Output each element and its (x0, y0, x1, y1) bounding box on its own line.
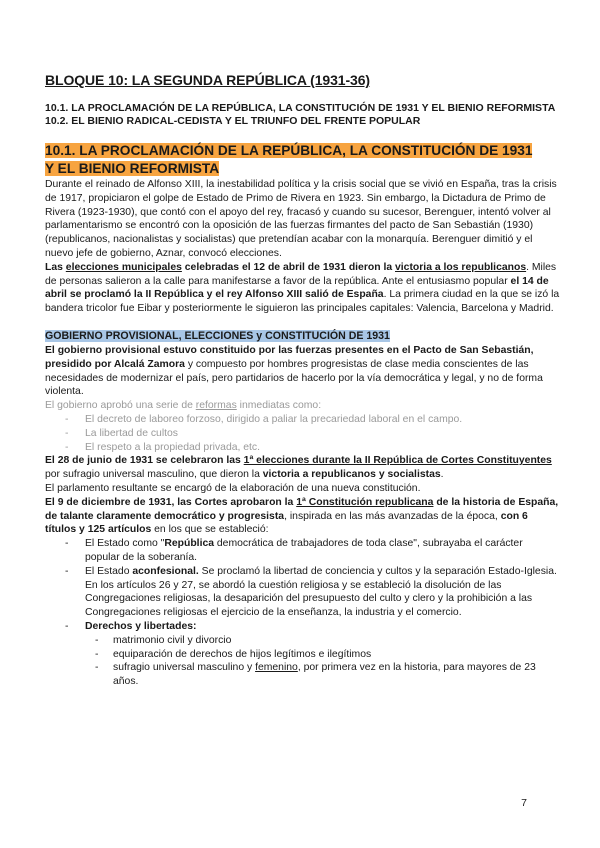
intro-section (45, 178, 560, 316)
list-item: - El Estado aconfesional. Se proclamó la libertad de conciencia y cultos y la separación Estado-Iglesia. En los artículos 26 y 27, se abordó la cuestión religiosa y se estableció la disolución de las Congregaciones religiosas, la desaparición del presupuesto del culto y clero y la prohibición a las Congregaciones religiosas el ejercicio de la enseñanza, la industria y el comercio. (65, 565, 557, 619)
list-item: - equiparación de derechos de hijos legítimos e ilegítimos (95, 648, 372, 660)
toc-item-10-2: 10.2. EL BIENIO RADICAL-CEDISTA Y EL TRIUNFO DEL FRENTE POPULAR (45, 115, 421, 127)
section-heading-line-1: 10.1. LA PROCLAMACIÓN DE LA REPÚBLICA, LA CONSTITUCIÓN DE 1931 (45, 143, 533, 158)
elecciones-junio-paragraph: El 28 de junio de 1931 se celebraron las 1ª elecciones durante la II República de Cortes Constituyentes por sufragio universal masculino, que dieron la victoria a republicanos y socialistas. (45, 455, 552, 481)
list-item: - Derechos y libertades: - matrimonio civil y divorcio - equiparación de derechos de hijos legítimos e ilegítimos - sufragio universal masculino y femenino, por primera vez en la historia, para mayores de 23 años. (45, 620, 560, 689)
reformas-list (45, 413, 560, 454)
list-item: - La libertad de cultos (65, 427, 178, 439)
list-item: - sufragio universal masculino y femenino, por primera vez en la historia, para mayores de 23 años. (95, 662, 536, 688)
intro-paragraph: Durante el reinado de Alfonso XIII, la inestabilidad política y la crisis social que se vivió en España, tras la crisis de 1917, propiciaron el golpe de Estado de Primo de Rivera en 1923. Sin embargo, la Dictadura de Primo de Rivera (1923-1930), que contó con el apoyo del rey, fracasó y cuando su sucesor, Berenguer, intentó volver al parlamentarismo se encontró con la oposición de las fuerzas firmantes del pacto de San Sebastián (1930) (republicanos, nacionalistas y socialistas) que pretendían acabar con la monarquía. Berenguer dimitió y el nuevo jefe de gobierno, Aznar, convocó elecciones. (45, 179, 557, 259)
list-item: - El respeto a la propiedad privada, etc. (65, 441, 261, 453)
page-number: 7 (521, 797, 527, 809)
elections-paragraph: Las elecciones municipales celebradas el 12 de abril de 1931 dieron la victoria a los republicanos. Miles de personas salieron a la calle para manifestarse a favor de la república. Ante el entusiasmo popular el 14 de abril se proclamó la II República y el rey Alfonso XIII salió de España. La primera ciudad en la que se izó la bandera tricolor fue Eibar y posteriormente le siguieron las principales capitales: Valencia, Barcelona y Madrid. (45, 261, 560, 315)
gobierno-heading: GOBIERNO PROVISIONAL, ELECCIONES y CONSTITUCIÓN DE 1931 (45, 329, 390, 342)
section-heading-line-2: Y EL BIENIO REFORMISTA (45, 161, 220, 176)
reformas-intro: El gobierno aprobó una serie de reformas inmediatas como: (45, 400, 322, 412)
list-item: - El Estado como "República democrática de trabajadores de toda clase", subrayaba el carácter popular de la soberanía. (65, 538, 523, 563)
constitucion-list (45, 537, 560, 689)
document-page (45, 72, 560, 689)
block-title: BLOQUE 10: LA SEGUNDA REPÚBLICA (1931-36) (45, 72, 370, 88)
toc-item-10-1: 10.1. LA PROCLAMACIÓN DE LA REPÚBLICA, LA CONSTITUCIÓN DE 1931 Y EL BIENIO REFORMISTA (45, 102, 556, 114)
list-item: - matrimonio civil y divorcio (95, 634, 232, 646)
constitucion-paragraph: El 9 de diciembre de 1931, las Cortes aprobaron la 1ª Constitución republicana de la historia de España, de talante claramente democrático y progresista, inspirada en las más avanzadas de la época, con 6 títulos y 125 artículos en los que se estableció: (45, 496, 559, 536)
gobierno-paragraph: El gobierno provisional estuvo constituido por las fuerzas presentes en el Pacto de San Sebastián, presidido por Alcalá Zamora y compuesto por hombres progresistas de clase media conscientes de las necesidades de modernizar el país, pero partidarios de hacerlo por la vía democrática y legal, y no de forma violenta. (45, 344, 543, 398)
derechos-list (45, 634, 560, 689)
section-heading (45, 142, 560, 178)
list-item: - El decreto de laboreo forzoso, dirigido a paliar la precariedad laboral en el campo. (65, 413, 463, 425)
parlamento-paragraph: El parlamento resultante se encargó de la elaboración de una nueva constitución. (45, 482, 421, 494)
table-of-contents (45, 102, 560, 128)
gobierno-section (45, 344, 560, 689)
